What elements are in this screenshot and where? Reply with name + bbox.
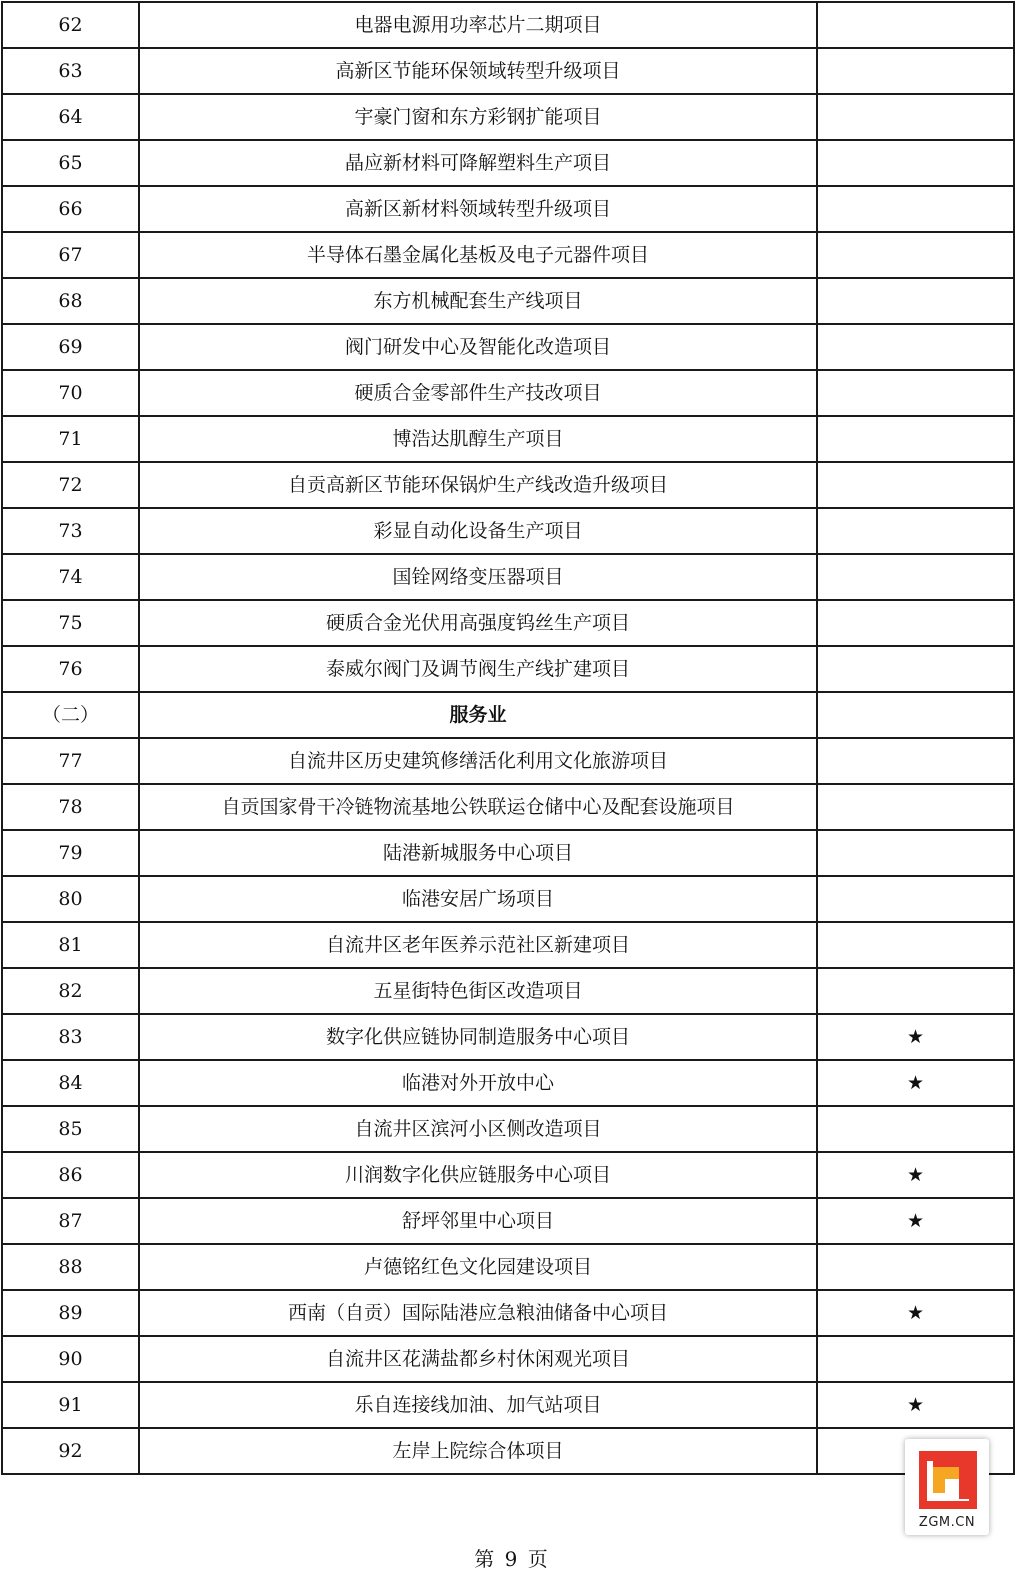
row-number: 74 <box>2 554 139 600</box>
mark-cell <box>817 1244 1014 1290</box>
mark-cell <box>817 554 1014 600</box>
project-name: 自贡国家骨干冷链物流基地公铁联运仓储中心及配套设施项目 <box>139 784 817 830</box>
row-number: 90 <box>2 1336 139 1382</box>
row-number: 87 <box>2 1198 139 1244</box>
project-name: 高新区新材料领域转型升级项目 <box>139 186 817 232</box>
row-number: 63 <box>2 48 139 94</box>
row-number: 76 <box>2 646 139 692</box>
row-number: 83 <box>2 1014 139 1060</box>
table-row <box>2 554 1014 600</box>
star-mark-icon: ★ <box>817 1198 1014 1244</box>
row-number: 92 <box>2 1428 139 1474</box>
project-name: 硬质合金光伏用高强度钨丝生产项目 <box>139 600 817 646</box>
table-row <box>2 278 1014 324</box>
mark-cell <box>817 968 1014 1014</box>
mark-cell <box>817 140 1014 186</box>
table-row <box>2 140 1014 186</box>
table-row <box>2 94 1014 140</box>
project-name: 国铨网络变压器项目 <box>139 554 817 600</box>
table-row <box>2 646 1014 692</box>
row-number: 81 <box>2 922 139 968</box>
project-name: 博浩达肌醇生产项目 <box>139 416 817 462</box>
table-row <box>2 1014 1014 1060</box>
project-name: 晶应新材料可降解塑料生产项目 <box>139 140 817 186</box>
project-name: 半导体石墨金属化基板及电子元器件项目 <box>139 232 817 278</box>
mark-cell <box>817 416 1014 462</box>
mark-cell <box>817 1106 1014 1152</box>
row-number: 89 <box>2 1290 139 1336</box>
project-name: 西南（自贡）国际陆港应急粮油储备中心项目 <box>139 1290 817 1336</box>
page-number: 第 9 页 <box>474 1547 550 1571</box>
project-name: 数字化供应链协同制造服务中心项目 <box>139 1014 817 1060</box>
table-row <box>2 1152 1014 1198</box>
row-number: 64 <box>2 94 139 140</box>
project-name: 高新区节能环保领域转型升级项目 <box>139 48 817 94</box>
row-number: 86 <box>2 1152 139 1198</box>
project-name: 左岸上院综合体项目 <box>139 1428 817 1474</box>
mark-cell <box>817 186 1014 232</box>
project-name: 硬质合金零部件生产技改项目 <box>139 370 817 416</box>
table-row <box>2 508 1014 554</box>
row-number: 73 <box>2 508 139 554</box>
mark-cell <box>817 324 1014 370</box>
project-name: 自流井区历史建筑修缮活化利用文化旅游项目 <box>139 738 817 784</box>
project-name: 舒坪邻里中心项目 <box>139 1198 817 1244</box>
row-number: 82 <box>2 968 139 1014</box>
table-row <box>2 1198 1014 1244</box>
mark-cell <box>817 462 1014 508</box>
table-row <box>2 876 1014 922</box>
table-row <box>2 784 1014 830</box>
star-mark-icon: ★ <box>817 1290 1014 1336</box>
row-number: 78 <box>2 784 139 830</box>
mark-cell <box>817 646 1014 692</box>
star-mark-icon: ★ <box>817 1060 1014 1106</box>
table-row <box>2 1244 1014 1290</box>
table-row <box>2 370 1014 416</box>
table-row <box>2 600 1014 646</box>
row-number: 70 <box>2 370 139 416</box>
table-row <box>2 1060 1014 1106</box>
project-list-table <box>1 1 1015 1475</box>
table-row <box>2 48 1014 94</box>
mark-cell <box>817 48 1014 94</box>
project-name: 临港安居广场项目 <box>139 876 817 922</box>
project-name: 临港对外开放中心 <box>139 1060 817 1106</box>
project-name: 电器电源用功率芯片二期项目 <box>139 2 817 48</box>
table-row <box>2 738 1014 784</box>
mark-cell <box>817 370 1014 416</box>
project-name: 川润数字化供应链服务中心项目 <box>139 1152 817 1198</box>
project-name: 宇豪门窗和东方彩钢扩能项目 <box>139 94 817 140</box>
star-mark-icon: ★ <box>817 1382 1014 1428</box>
mark-cell <box>817 278 1014 324</box>
mark-cell <box>817 600 1014 646</box>
star-mark-icon: ★ <box>817 1152 1014 1198</box>
row-number: 66 <box>2 186 139 232</box>
mark-cell <box>817 784 1014 830</box>
row-number: 84 <box>2 1060 139 1106</box>
row-number: 68 <box>2 278 139 324</box>
project-name: 彩显自动化设备生产项目 <box>139 508 817 554</box>
row-number: 88 <box>2 1244 139 1290</box>
mark-cell <box>817 94 1014 140</box>
table-row <box>2 232 1014 278</box>
star-mark-icon: ★ <box>817 1014 1014 1060</box>
mark-cell <box>817 1336 1014 1382</box>
row-number: 72 <box>2 462 139 508</box>
row-number: 67 <box>2 232 139 278</box>
mark-cell <box>817 508 1014 554</box>
project-name: 乐自连接线加油、加气站项目 <box>139 1382 817 1428</box>
table-row <box>2 922 1014 968</box>
mark-cell <box>817 830 1014 876</box>
table-row <box>2 462 1014 508</box>
project-name: 自流井区老年医养示范社区新建项目 <box>139 922 817 968</box>
row-number: 75 <box>2 600 139 646</box>
table-row <box>2 1290 1014 1336</box>
project-name: 卢德铭红色文化园建设项目 <box>139 1244 817 1290</box>
table-row <box>2 1382 1014 1428</box>
row-number: 80 <box>2 876 139 922</box>
mark-cell <box>817 738 1014 784</box>
row-number: 69 <box>2 324 139 370</box>
mark-cell <box>817 2 1014 48</box>
table-row <box>2 186 1014 232</box>
project-name: 自贡高新区节能环保锅炉生产线改造升级项目 <box>139 462 817 508</box>
table-row <box>2 1428 1014 1474</box>
zgm-logo-icon <box>919 1451 977 1509</box>
project-name: 陆港新城服务中心项目 <box>139 830 817 876</box>
site-logo-watermark <box>905 1439 989 1535</box>
table-row <box>2 2 1014 48</box>
project-name: 东方机械配套生产线项目 <box>139 278 817 324</box>
mark-cell <box>817 232 1014 278</box>
table-row <box>2 416 1014 462</box>
row-number: 85 <box>2 1106 139 1152</box>
row-number: 77 <box>2 738 139 784</box>
project-name: 自流井区花满盐都乡村休闲观光项目 <box>139 1336 817 1382</box>
project-name: 阀门研发中心及智能化改造项目 <box>139 324 817 370</box>
row-number: （二） <box>2 692 139 738</box>
row-number: 79 <box>2 830 139 876</box>
mark-cell <box>817 876 1014 922</box>
table-row <box>2 324 1014 370</box>
watermark-text: ZGM.CN <box>918 1515 976 1530</box>
row-number: 71 <box>2 416 139 462</box>
section-header-row <box>2 692 1014 738</box>
table-body <box>2 2 1014 1474</box>
mark-cell <box>817 922 1014 968</box>
row-number: 62 <box>2 2 139 48</box>
table-row <box>2 1106 1014 1152</box>
row-number: 65 <box>2 140 139 186</box>
mark-cell <box>817 692 1014 738</box>
table-row <box>2 1336 1014 1382</box>
table-row <box>2 830 1014 876</box>
project-name: 泰威尔阀门及调节阀生产线扩建项目 <box>139 646 817 692</box>
project-name: 五星街特色街区改造项目 <box>139 968 817 1014</box>
row-number: 91 <box>2 1382 139 1428</box>
project-name: 自流井区滨河小区侧改造项目 <box>139 1106 817 1152</box>
section-title: 服务业 <box>139 692 817 738</box>
table-row <box>2 968 1014 1014</box>
